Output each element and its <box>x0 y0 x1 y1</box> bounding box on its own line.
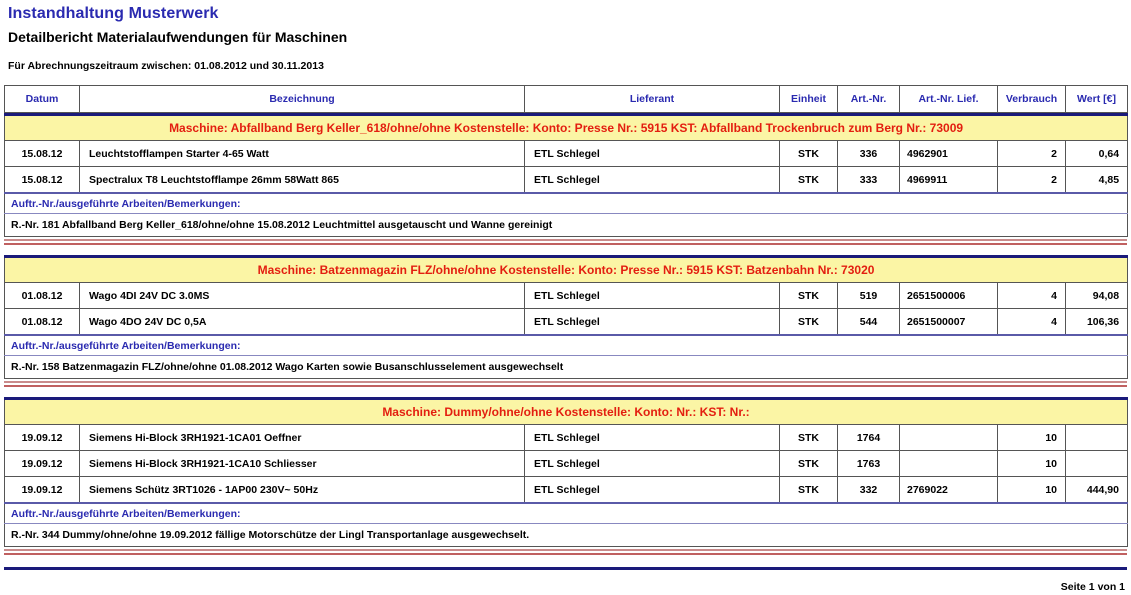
cell-artnr: 1763 <box>838 451 900 477</box>
table-row[interactable] <box>5 167 1128 194</box>
column-header-wert[interactable]: Wert [€] <box>1066 86 1128 113</box>
cell-wert: 4,85 <box>1066 167 1128 194</box>
cell-datum: 19.09.12 <box>5 451 80 477</box>
column-header-bez[interactable]: Bezeichnung <box>80 86 525 113</box>
machine-banner-label: Maschine: Abfallband Berg Keller_618/ohne/ohne Kostenstelle: Konto: Presse Nr.: 5915 KST: Abfallband Trockenbruch zum Berg Nr.: 73009 <box>5 115 1128 141</box>
cell-artlief: 4962901 <box>900 141 998 167</box>
remarks-text: R.-Nr. 181 Abfallband Berg Keller_618/ohne/ohne 15.08.2012 Leuchtmittel ausgetauscht und Wanne gereinigt <box>5 214 1128 237</box>
machine-banner-row <box>5 257 1128 283</box>
cell-wert <box>1066 425 1128 451</box>
separator-line-upper <box>4 239 1127 241</box>
remarks-header-label: Auftr.-Nr./ausgeführte Arbeiten/Bemerkungen: <box>5 503 1128 524</box>
cell-bez: Wago 4DI 24V DC 3.0MS <box>80 283 525 309</box>
cell-datum: 01.08.12 <box>5 309 80 336</box>
report-page <box>0 4 1131 595</box>
cell-verb: 4 <box>998 309 1066 336</box>
remarks-header-row <box>5 193 1128 214</box>
table-header <box>4 85 1128 113</box>
remarks-body-row <box>5 214 1128 237</box>
section-separator <box>4 237 1127 255</box>
remarks-text: R.-Nr. 344 Dummy/ohne/ohne 19.09.2012 fällige Motorschütze der Lingl Transportanlage ausgewechselt. <box>5 524 1128 547</box>
cell-einheit: STK <box>780 167 838 194</box>
machine-section <box>4 397 1128 547</box>
machine-banner-label: Maschine: Batzenmagazin FLZ/ohne/ohne Kostenstelle: Konto: Presse Nr.: 5915 KST: Batzenbahn Nr.: 73020 <box>5 257 1128 283</box>
cell-artlief: 2651500006 <box>900 283 998 309</box>
cell-bez: Siemens Hi-Block 3RH1921-1CA10 Schliesser <box>80 451 525 477</box>
remarks-text: R.-Nr. 158 Batzenmagazin FLZ/ohne/ohne 01.08.2012 Wago Karten sowie Busanschlusselement ausgewechselt <box>5 356 1128 379</box>
cell-lief: ETL Schlegel <box>525 425 780 451</box>
cell-artnr: 519 <box>838 283 900 309</box>
cell-datum: 15.08.12 <box>5 167 80 194</box>
cell-artlief: 2769022 <box>900 477 998 504</box>
cell-artlief: 4969911 <box>900 167 998 194</box>
cell-datum: 15.08.12 <box>5 141 80 167</box>
table-row[interactable] <box>5 451 1128 477</box>
remarks-header-row <box>5 335 1128 356</box>
column-header-lief[interactable]: Lieferant <box>525 86 780 113</box>
cell-bez: Leuchtstofflampen Starter 4-65 Watt <box>80 141 525 167</box>
cell-artnr: 333 <box>838 167 900 194</box>
cell-artnr: 336 <box>838 141 900 167</box>
separator-line-lower <box>4 243 1127 245</box>
separator-line-upper <box>4 549 1127 551</box>
page-title: Instandhaltung Musterwerk <box>8 5 219 22</box>
cell-bez: Spectralux T8 Leuchtstofflampe 26mm 58Watt 865 <box>80 167 525 194</box>
cell-artlief <box>900 425 998 451</box>
column-header-artlief[interactable]: Art.-Nr. Lief. <box>900 86 998 113</box>
cell-lief: ETL Schlegel <box>525 309 780 336</box>
cell-verb: 2 <box>998 167 1066 194</box>
cell-wert: 444,90 <box>1066 477 1128 504</box>
cell-artlief: 2651500007 <box>900 309 998 336</box>
cell-artnr: 1764 <box>838 425 900 451</box>
report-table-host <box>4 85 1127 565</box>
cell-wert: 106,36 <box>1066 309 1128 336</box>
remarks-header-label: Auftr.-Nr./ausgeführte Arbeiten/Bemerkungen: <box>5 193 1128 214</box>
column-header-einheit[interactable]: Einheit <box>780 86 838 113</box>
table-row[interactable] <box>5 477 1128 504</box>
cell-bez: Wago 4DO 24V DC 0,5A <box>80 309 525 336</box>
table-row[interactable] <box>5 425 1128 451</box>
cell-lief: ETL Schlegel <box>525 477 780 504</box>
cell-lief: ETL Schlegel <box>525 141 780 167</box>
cell-verb: 4 <box>998 283 1066 309</box>
remarks-body-row <box>5 356 1128 379</box>
cell-lief: ETL Schlegel <box>525 283 780 309</box>
table-row[interactable] <box>5 309 1128 336</box>
cell-datum: 19.09.12 <box>5 477 80 504</box>
machine-banner-row <box>5 399 1128 425</box>
cell-artnr: 332 <box>838 477 900 504</box>
section-separator <box>4 547 1127 565</box>
table-row[interactable] <box>5 141 1128 167</box>
report-subtitle: Detailbericht Materialaufwendungen für Maschinen <box>8 29 348 45</box>
cell-artlief <box>900 451 998 477</box>
footer-divider <box>4 567 1127 570</box>
machine-section <box>4 255 1128 379</box>
cell-bez: Siemens Schütz 3RT1026 - 1AP00 230V~ 50Hz <box>80 477 525 504</box>
machine-banner-row <box>5 115 1128 141</box>
cell-verb: 10 <box>998 451 1066 477</box>
table-header-row <box>5 86 1128 113</box>
column-header-verb[interactable]: Verbrauch <box>998 86 1066 113</box>
cell-lief: ETL Schlegel <box>525 451 780 477</box>
cell-verb: 10 <box>998 477 1066 504</box>
cell-lief: ETL Schlegel <box>525 167 780 194</box>
page-number: Seite 1 von 1 <box>1060 581 1125 593</box>
report-period: Für Abrechnungszeitraum zwischen: 01.08.2012 und 30.11.2013 <box>8 60 324 72</box>
separator-line-upper <box>4 381 1127 383</box>
cell-wert <box>1066 451 1128 477</box>
machine-section <box>4 113 1128 237</box>
column-header-datum[interactable]: Datum <box>5 86 80 113</box>
cell-bez: Siemens Hi-Block 3RH1921-1CA01 Oeffner <box>80 425 525 451</box>
separator-line-lower <box>4 553 1127 555</box>
cell-wert: 94,08 <box>1066 283 1128 309</box>
cell-einheit: STK <box>780 309 838 336</box>
table-row[interactable] <box>5 283 1128 309</box>
separator-line-lower <box>4 385 1127 387</box>
machine-banner-label: Maschine: Dummy/ohne/ohne Kostenstelle: Konto: Nr.: KST: Nr.: <box>5 399 1128 425</box>
cell-datum: 01.08.12 <box>5 283 80 309</box>
remarks-body-row <box>5 524 1128 547</box>
cell-einheit: STK <box>780 425 838 451</box>
remarks-header-row <box>5 503 1128 524</box>
column-header-artnr[interactable]: Art.-Nr. <box>838 86 900 113</box>
cell-artnr: 544 <box>838 309 900 336</box>
cell-datum: 19.09.12 <box>5 425 80 451</box>
section-separator <box>4 379 1127 397</box>
remarks-header-label: Auftr.-Nr./ausgeführte Arbeiten/Bemerkungen: <box>5 335 1128 356</box>
cell-verb: 10 <box>998 425 1066 451</box>
cell-verb: 2 <box>998 141 1066 167</box>
cell-einheit: STK <box>780 141 838 167</box>
cell-einheit: STK <box>780 451 838 477</box>
cell-einheit: STK <box>780 477 838 504</box>
cell-wert: 0,64 <box>1066 141 1128 167</box>
cell-einheit: STK <box>780 283 838 309</box>
